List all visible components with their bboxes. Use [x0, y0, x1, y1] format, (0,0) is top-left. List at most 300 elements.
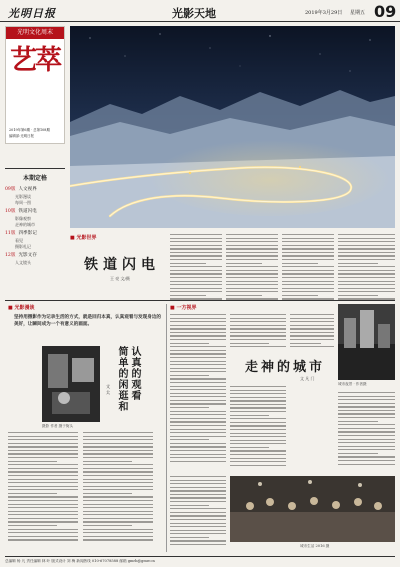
- contents-item-title: 铁道闪电: [18, 209, 37, 214]
- body-text-line: [170, 526, 226, 527]
- body-text-line: [170, 450, 226, 451]
- body-text-line: [230, 418, 286, 419]
- contents-item-page: 10版: [5, 209, 16, 214]
- body-text-line: [8, 439, 78, 440]
- body-text-line: [83, 514, 153, 515]
- body-text-line: [226, 263, 262, 264]
- body-text-line: [8, 479, 78, 480]
- footer: [5, 556, 395, 566]
- body-text-line: [8, 518, 78, 519]
- essay-subtitle: 简单的闲逛和: [116, 346, 127, 412]
- contents-item[interactable]: [5, 230, 65, 236]
- body-text-line: [338, 259, 395, 260]
- body-text-line: [83, 493, 132, 494]
- body-text-line: [83, 461, 132, 462]
- city-body-col-4: [230, 386, 286, 472]
- body-text-line: [230, 335, 286, 336]
- body-text-line: [170, 501, 226, 502]
- city-body-col-5: [338, 392, 395, 472]
- body-text-line: [338, 291, 395, 292]
- cover-photo: [70, 26, 395, 228]
- essay-body-col-2: [83, 432, 153, 550]
- body-text-line: [230, 386, 286, 387]
- body-text-line: [170, 281, 222, 282]
- body-text-line: [170, 483, 226, 484]
- body-text-line: [230, 318, 286, 319]
- body-text-line: [8, 453, 78, 454]
- city-body-col-6: [170, 476, 226, 550]
- body-text-line: [170, 270, 222, 271]
- body-text-line: [170, 533, 226, 534]
- body-text-line: [338, 453, 378, 454]
- essay-body-col-1: [8, 432, 78, 550]
- body-text-line: [226, 255, 278, 256]
- body-text-line: [8, 436, 78, 437]
- essay-photo-caption: 摄影 作者 摄于街头: [42, 424, 74, 428]
- contents-item-page: 11版: [5, 231, 16, 236]
- body-text-line: [338, 288, 395, 289]
- body-text-line: [8, 525, 57, 526]
- essay-tag: [8, 304, 35, 311]
- city-tag: [170, 304, 197, 311]
- body-text-line: [170, 421, 226, 422]
- contents-item[interactable]: [5, 252, 65, 258]
- body-text-line: [338, 464, 395, 465]
- body-text-line: [8, 493, 57, 494]
- body-text-line: [8, 468, 78, 469]
- body-text-line: [8, 450, 78, 451]
- body-text-line: [230, 343, 269, 344]
- body-text-line: [338, 406, 395, 407]
- body-text-line: [170, 540, 226, 541]
- body-text-line: [290, 332, 334, 333]
- body-text-line: [8, 461, 57, 462]
- body-text-line: [83, 468, 153, 469]
- body-text-line: [226, 252, 278, 253]
- city-body-col-2: [230, 314, 286, 352]
- body-text-line: [170, 425, 226, 426]
- body-text-line: [290, 343, 321, 344]
- body-text-line: [338, 403, 395, 404]
- body-text-line: [170, 284, 222, 285]
- body-text-line: [8, 486, 78, 487]
- body-text-line: [83, 536, 153, 537]
- body-text-line: [290, 335, 334, 336]
- body-text-line: [170, 454, 226, 455]
- body-text-line: [226, 234, 278, 235]
- body-text-line: [83, 479, 153, 480]
- body-text-line: [290, 328, 334, 329]
- contents-subitem[interactable]: 走神的城市: [15, 222, 35, 227]
- city-body-col-1: [170, 314, 226, 472]
- body-text-line: [170, 259, 222, 260]
- body-text-line: [170, 325, 226, 326]
- bottom-photo-caption: 城市生活 2016 摄: [300, 544, 330, 548]
- body-text-line: [226, 295, 262, 296]
- body-text-line: [230, 332, 286, 333]
- body-text-line: [170, 252, 222, 253]
- body-text-line: [83, 511, 153, 512]
- body-text-line: [170, 238, 222, 239]
- body-text-line: [170, 332, 226, 333]
- contents-list: [5, 186, 65, 266]
- brand-big-title: 艺萃: [10, 45, 60, 76]
- essay-quote: 坚持用摄影作为记录生活的方式，就是回归本真，认真观看与发现身边的美好，让瞬间成为一个有意义的画面。: [14, 315, 162, 327]
- body-text-line: [170, 357, 226, 358]
- body-text-line: [230, 328, 286, 329]
- body-text-line: [170, 418, 226, 419]
- body-text-line: [83, 453, 153, 454]
- body-text-line: [338, 424, 395, 425]
- section-divider: [5, 300, 395, 301]
- body-text-line: [170, 403, 226, 404]
- body-text-line: [83, 443, 153, 444]
- right-photo-image: [338, 304, 395, 380]
- body-text-line: [338, 238, 395, 239]
- body-text-line: [226, 273, 278, 274]
- body-text-line: [230, 314, 286, 315]
- body-text-line: [338, 277, 395, 278]
- body-text-line: [83, 432, 153, 433]
- body-text-line: [83, 436, 153, 437]
- body-text-line: [226, 238, 278, 239]
- body-text-line: [170, 389, 226, 390]
- contents-subitem[interactable]: 看见: [15, 238, 23, 243]
- body-text-line: [83, 464, 153, 465]
- contents-subitem[interactable]: 摄影札记: [15, 244, 31, 249]
- body-text-line: [226, 270, 278, 271]
- body-text-line: [230, 454, 286, 455]
- body-text-line: [8, 446, 78, 447]
- issue-info-line: 编辑部:光明日报: [9, 134, 34, 138]
- body-text-line: [170, 508, 226, 509]
- body-text-line: [230, 436, 286, 437]
- body-text-line: [282, 241, 334, 242]
- body-text-line: [170, 457, 226, 458]
- body-text-line: [338, 431, 395, 432]
- body-text-line: [170, 375, 209, 376]
- body-text-line: [338, 392, 395, 393]
- body-text-line: [170, 494, 226, 495]
- body-text-line: [8, 529, 78, 530]
- contents-subitem[interactable]: 影像观察: [15, 216, 31, 221]
- body-text-line: [170, 382, 226, 383]
- body-text-line: [8, 475, 78, 476]
- body-text-line: [170, 295, 206, 296]
- body-text-line: [8, 482, 78, 483]
- body-text-line: [338, 255, 395, 256]
- essay-photo-image: [42, 346, 100, 422]
- body-text-line: [170, 277, 222, 278]
- body-text-line: [8, 536, 78, 537]
- issue-info: [9, 127, 63, 138]
- body-text-line: [226, 277, 278, 278]
- body-text-line: [230, 346, 286, 347]
- page-number: 09: [374, 2, 397, 21]
- body-text-line: [8, 432, 78, 433]
- body-text-line: [170, 446, 226, 447]
- body-text-line: [170, 368, 226, 369]
- body-text-line: [338, 456, 395, 457]
- body-text-line: [83, 500, 153, 501]
- contents-item-page: 09版: [5, 187, 16, 192]
- body-text-line: [282, 291, 334, 292]
- body-text-line: [290, 325, 334, 326]
- body-text-line: [338, 399, 395, 400]
- body-text-line: [170, 314, 226, 315]
- body-text-line: [170, 537, 209, 538]
- body-text-line: [290, 321, 334, 322]
- body-text-line: [282, 252, 334, 253]
- body-text-line: [170, 414, 226, 415]
- body-text-line: [170, 346, 226, 347]
- body-text-line: [282, 295, 318, 296]
- body-text-line: [338, 245, 395, 246]
- body-text-line: [83, 532, 153, 533]
- city-title: 走神的城市: [245, 360, 326, 375]
- body-text-line: [170, 523, 226, 524]
- body-text-line: [338, 263, 378, 264]
- body-text-line: [170, 291, 222, 292]
- body-text-line: [170, 386, 226, 387]
- body-text-line: [282, 266, 334, 267]
- body-text-line: [338, 295, 378, 296]
- body-text-line: [230, 458, 286, 459]
- feature-body-col-2: [226, 234, 278, 304]
- body-text-line: [83, 496, 153, 497]
- body-text-line: [8, 507, 78, 508]
- body-text-line: [8, 471, 78, 472]
- body-text-line: [83, 504, 153, 505]
- body-text-line: [170, 255, 222, 256]
- tag-marker-icon: ■: [170, 305, 175, 311]
- body-text-line: [83, 507, 153, 508]
- body-text-line: [290, 318, 334, 319]
- body-text-line: [282, 259, 334, 260]
- body-text-line: [282, 238, 334, 239]
- body-text-line: [338, 273, 395, 274]
- contents-item-title: 光影文存: [18, 253, 37, 258]
- body-text-line: [83, 521, 153, 522]
- body-text-line: [170, 353, 226, 354]
- body-text-line: [83, 475, 153, 476]
- issue-date: 2019年3月29日: [305, 10, 343, 16]
- body-text-line: [338, 410, 395, 411]
- body-text-line: [226, 245, 278, 246]
- feature-title: 铁道闪电: [84, 257, 160, 273]
- body-text-line: [338, 270, 395, 271]
- body-text-line: [170, 321, 226, 322]
- body-text-line: [8, 539, 78, 540]
- weekday: 星期五: [350, 10, 366, 16]
- body-text-line: [282, 263, 318, 264]
- body-text-line: [338, 417, 395, 418]
- body-text-line: [290, 339, 334, 340]
- body-text-line: [170, 364, 226, 365]
- body-text-line: [226, 241, 278, 242]
- feature-body-col-3: [282, 234, 334, 304]
- body-text-line: [8, 464, 78, 465]
- body-text-line: [170, 248, 222, 249]
- body-text-line: [338, 248, 395, 249]
- body-text-line: [338, 252, 395, 253]
- feature-author: 王 亮 文/摄: [110, 276, 130, 281]
- body-text-line: [83, 471, 153, 472]
- body-text-line: [170, 487, 226, 488]
- body-text-line: [170, 241, 222, 242]
- body-text-line: [83, 489, 153, 490]
- body-text-line: [230, 339, 286, 340]
- body-text-line: [230, 447, 269, 448]
- body-text-line: [338, 284, 395, 285]
- body-text-line: [338, 266, 395, 267]
- body-text-line: [83, 439, 153, 440]
- body-text-line: [338, 241, 395, 242]
- feature-body-col-1: [170, 234, 222, 304]
- body-text-line: [170, 371, 226, 372]
- body-text-line: [282, 234, 334, 235]
- body-text-line: [170, 266, 222, 267]
- paper-logo: 光明日报: [8, 7, 56, 20]
- body-text-line: [170, 350, 226, 351]
- body-text-line: [338, 442, 395, 443]
- contents-title: 本期定格: [22, 175, 47, 182]
- body-text-line: [170, 378, 226, 379]
- body-text-line: [338, 281, 395, 282]
- body-text-line: [8, 496, 78, 497]
- body-text-line: [170, 497, 226, 498]
- body-text-line: [170, 436, 226, 437]
- body-text-line: [282, 270, 334, 271]
- city-body-col-3: [290, 314, 334, 352]
- body-text-line: [230, 429, 286, 430]
- body-text-line: [230, 411, 286, 412]
- body-text-line: [8, 511, 78, 512]
- body-text-line: [282, 281, 334, 282]
- essay-photo: [42, 346, 100, 422]
- body-text-line: [170, 411, 226, 412]
- cover-photo-image: [70, 26, 395, 228]
- body-text-line: [83, 482, 153, 483]
- body-text-line: [230, 321, 286, 322]
- body-text-line: [170, 343, 209, 344]
- body-text-line: [338, 396, 395, 397]
- body-text-line: [230, 390, 286, 391]
- feature-tag-label: 光影世界: [76, 235, 97, 241]
- tag-marker-icon: ■: [8, 305, 13, 311]
- brand-block: [5, 26, 65, 144]
- body-text-line: [230, 393, 286, 394]
- body-text-line: [230, 461, 286, 462]
- body-text-line: [170, 480, 226, 481]
- body-text-line: [83, 525, 132, 526]
- contents-subitem[interactable]: 每周一图: [15, 200, 31, 205]
- body-text-line: [170, 328, 226, 329]
- body-text-line: [230, 450, 286, 451]
- body-text-line: [83, 446, 153, 447]
- contents-item-title: 人文视界: [18, 187, 37, 192]
- contents-subitem[interactable]: 人文镜头: [15, 260, 31, 265]
- body-text-line: [170, 318, 226, 319]
- bottom-photo-image: [230, 476, 395, 542]
- body-text-line: [338, 449, 395, 450]
- body-text-line: [226, 284, 278, 285]
- body-text-line: [170, 263, 206, 264]
- body-text-line: [83, 457, 153, 458]
- body-text-line: [226, 259, 278, 260]
- body-text-line: [230, 404, 286, 405]
- contents-item[interactable]: [5, 208, 65, 214]
- essay-title: 认真的观看: [129, 346, 140, 401]
- city-tag-label: 一方视界: [176, 305, 197, 311]
- body-text-line: [226, 281, 278, 282]
- body-text-line: [170, 505, 209, 506]
- body-text-line: [170, 288, 222, 289]
- body-text-line: [338, 435, 395, 436]
- body-text-line: [170, 400, 226, 401]
- body-text-line: [226, 266, 278, 267]
- body-text-line: [282, 248, 334, 249]
- brand-banner: 光明文化周末: [6, 27, 64, 39]
- body-text-line: [226, 288, 278, 289]
- body-text-line: [8, 532, 78, 533]
- body-text-line: [8, 514, 78, 515]
- body-text-line: [8, 500, 78, 501]
- body-text-line: [290, 314, 334, 315]
- body-text-line: [8, 457, 78, 458]
- tag-marker-icon: ■: [70, 235, 75, 241]
- body-text-line: [8, 489, 78, 490]
- body-text-line: [170, 432, 226, 433]
- body-text-line: [282, 284, 334, 285]
- body-text-line: [170, 439, 209, 440]
- body-text-line: [83, 529, 153, 530]
- contents-subitem[interactable]: 光影漫谈: [15, 194, 31, 199]
- feature-tag: [70, 234, 97, 241]
- feature-body-col-4: [338, 234, 395, 304]
- body-text-line: [83, 486, 153, 487]
- body-text-line: [170, 461, 226, 462]
- body-text-line: [170, 234, 222, 235]
- body-text-line: [338, 446, 395, 447]
- contents-box: [5, 168, 65, 265]
- body-text-line: [83, 518, 153, 519]
- body-text-line: [230, 425, 286, 426]
- body-text-line: [282, 288, 334, 289]
- body-text-line: [8, 521, 78, 522]
- contents-item[interactable]: [5, 186, 65, 192]
- masthead: [0, 0, 400, 22]
- contents-item-title: 四季影记: [18, 231, 37, 236]
- body-text-line: [226, 291, 278, 292]
- body-text-line: [170, 339, 226, 340]
- body-text-line: [170, 407, 209, 408]
- body-text-line: [290, 346, 334, 347]
- body-text-line: [170, 396, 226, 397]
- body-text-line: [338, 428, 395, 429]
- city-author: 文 凡 门: [300, 376, 315, 381]
- issue-info-line: 2019年第6期 · 总第108期: [9, 128, 50, 132]
- body-text-line: [338, 234, 395, 235]
- section-name: 光影天地: [172, 7, 216, 20]
- body-text-line: [170, 429, 226, 430]
- column-rule: [166, 304, 167, 552]
- body-text-line: [170, 544, 226, 545]
- body-text-line: [338, 460, 395, 461]
- right-photo: [338, 304, 395, 380]
- body-text-line: [230, 415, 269, 416]
- body-text-line: [170, 512, 226, 513]
